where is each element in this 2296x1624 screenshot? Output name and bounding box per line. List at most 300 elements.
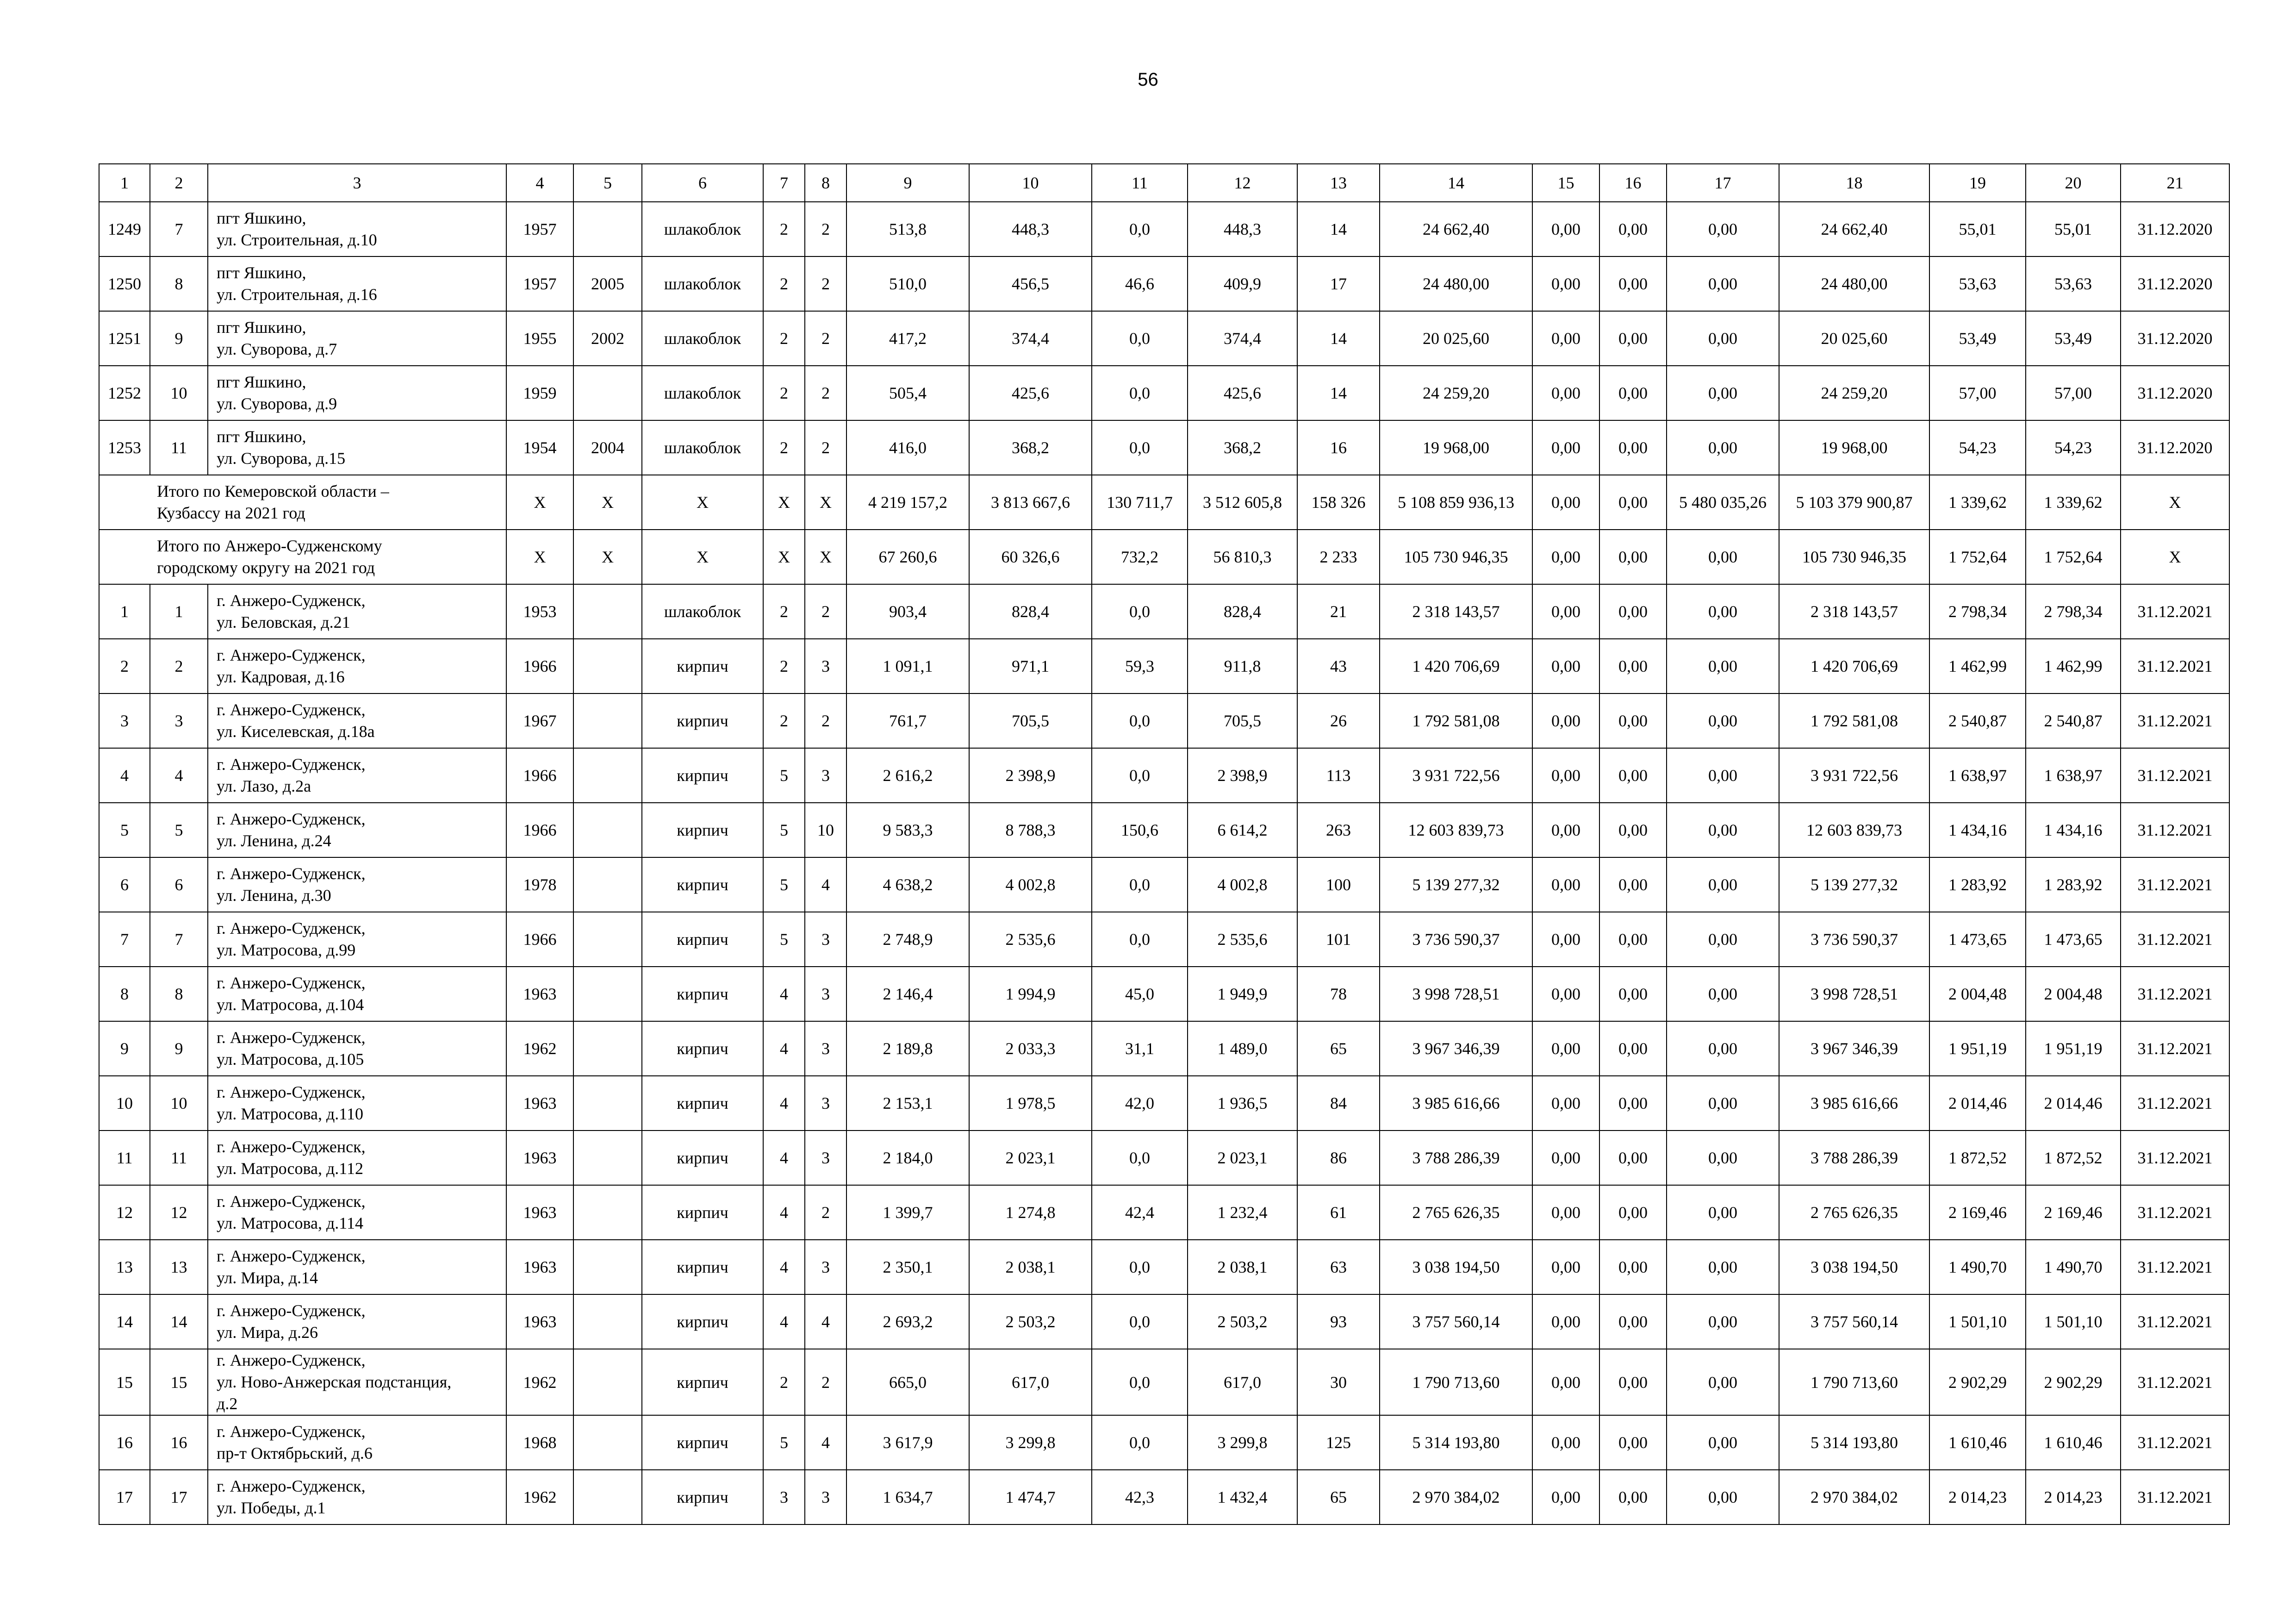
cell-col-16: 0,00 — [1599, 693, 1667, 748]
cell-col-10: 2 398,9 — [969, 748, 1092, 803]
cell-col-9: 2 153,1 — [846, 1076, 969, 1131]
row-number: 11 — [99, 1131, 150, 1185]
cell-col-4: 1963 — [506, 1131, 573, 1185]
cell-col-18: 2 970 384,02 — [1779, 1470, 1929, 1524]
cell-col-18: 3 736 590,37 — [1779, 912, 1929, 967]
row-local-number: 4 — [150, 748, 208, 803]
cell-col-16: 0,00 — [1599, 1076, 1667, 1131]
address-cell — [208, 967, 506, 1021]
address-settlement: пгт Яшкино, — [217, 263, 306, 282]
cell-col-5 — [573, 748, 642, 803]
row-local-number: 10 — [150, 1076, 208, 1131]
address-settlement: пгт Яшкино, — [217, 318, 306, 337]
cell-col-21: 31.12.2020 — [2121, 256, 2229, 311]
cell-col-8: 4 — [805, 1415, 846, 1470]
cell-col-9: 665,0 — [846, 1349, 969, 1415]
cell-col-7: 2 — [763, 256, 805, 311]
cell-col-7: 2 — [763, 366, 805, 420]
cell-col-13: 14 — [1297, 202, 1380, 256]
cell-col-15: 0,00 — [1532, 256, 1599, 311]
column-header-13: 13 — [1297, 164, 1380, 202]
cell-col-4: 1963 — [506, 1185, 573, 1240]
row-local-number: 14 — [150, 1294, 208, 1349]
cell-col-9: 4 638,2 — [846, 857, 969, 912]
cell-col-12: 1 432,4 — [1188, 1470, 1297, 1524]
cell-col-11: 0,0 — [1092, 420, 1188, 475]
cell-col-7: 4 — [763, 1240, 805, 1294]
address-settlement: г. Анжеро-Судженск, — [217, 1083, 366, 1101]
row-number: 1253 — [99, 420, 150, 475]
cell-col-13: 17 — [1297, 256, 1380, 311]
row-local-number: 12 — [150, 1185, 208, 1240]
cell-col-11: 0,0 — [1092, 1415, 1188, 1470]
table-row — [99, 1021, 2229, 1076]
cell-col-21: 31.12.2021 — [2121, 584, 2229, 639]
cell-col-14: 3 757 560,14 — [1380, 1294, 1532, 1349]
address-settlement: пгт Яшкино, — [217, 373, 306, 391]
cell-col-9: 2 146,4 — [846, 967, 969, 1021]
cell-col-14: 3 788 286,39 — [1380, 1131, 1532, 1185]
table-row — [99, 1349, 2229, 1415]
cell-col-9: 9 583,3 — [846, 803, 969, 857]
address-street: ул. Строительная, д.16 — [217, 285, 377, 304]
cell-col-18: 3 757 560,14 — [1779, 1294, 1929, 1349]
cell-col-17: 0,00 — [1667, 1076, 1779, 1131]
cell-col-12: 1 936,5 — [1188, 1076, 1297, 1131]
cell-col-10: 425,6 — [969, 366, 1092, 420]
table-row — [99, 1131, 2229, 1185]
housing-registry-table — [99, 163, 2230, 1525]
cell-col-19: 53,49 — [1929, 311, 2026, 366]
cell-col-6: кирпич — [642, 1294, 763, 1349]
cell-col-5 — [573, 1076, 642, 1131]
cell-col-14: 20 025,60 — [1380, 311, 1532, 366]
cell-col-17: 0,00 — [1667, 202, 1779, 256]
address-cell — [208, 420, 506, 475]
cell-col-21: 31.12.2021 — [2121, 1185, 2229, 1240]
address-cell — [208, 693, 506, 748]
cell-col-4: 1962 — [506, 1349, 573, 1415]
address-cell — [208, 1470, 506, 1524]
table-row — [99, 857, 2229, 912]
cell-col-17: 0,00 — [1667, 803, 1779, 857]
cell-col-9: 1 399,7 — [846, 1185, 969, 1240]
cell-col-13: 43 — [1297, 639, 1380, 693]
cell-col-12: 2 535,6 — [1188, 912, 1297, 967]
cell-col-14: 3 985 616,66 — [1380, 1076, 1532, 1131]
total-cell-col-7: X — [763, 475, 805, 530]
table-row — [99, 967, 2229, 1021]
cell-col-14: 2 765 626,35 — [1380, 1185, 1532, 1240]
cell-col-5: 2004 — [573, 420, 642, 475]
column-header-8: 8 — [805, 164, 846, 202]
total-label-line: Кузбассу на 2021 год — [157, 504, 305, 522]
cell-col-19: 57,00 — [1929, 366, 2026, 420]
row-number: 8 — [99, 967, 150, 1021]
cell-col-10: 1 994,9 — [969, 967, 1092, 1021]
page-number: 56 — [1138, 69, 1158, 90]
cell-col-19: 53,63 — [1929, 256, 2026, 311]
cell-col-11: 0,0 — [1092, 1349, 1188, 1415]
address-street: ул. Матросова, д.110 — [217, 1105, 363, 1123]
cell-col-5 — [573, 967, 642, 1021]
cell-col-6: кирпич — [642, 857, 763, 912]
cell-col-5 — [573, 1021, 642, 1076]
cell-col-12: 4 002,8 — [1188, 857, 1297, 912]
address-street: пр-т Октябрьский, д.6 — [217, 1444, 373, 1462]
address-building: д.2 — [217, 1394, 238, 1413]
cell-col-10: 456,5 — [969, 256, 1092, 311]
cell-col-17: 0,00 — [1667, 1349, 1779, 1415]
cell-col-19: 1 462,99 — [1929, 639, 2026, 693]
total-cell-col-8: X — [805, 530, 846, 584]
cell-col-21: 31.12.2021 — [2121, 1076, 2229, 1131]
table-row — [99, 748, 2229, 803]
cell-col-5 — [573, 1131, 642, 1185]
row-number: 10 — [99, 1076, 150, 1131]
cell-col-15: 0,00 — [1532, 857, 1599, 912]
cell-col-11: 0,0 — [1092, 311, 1188, 366]
cell-col-15: 0,00 — [1532, 1185, 1599, 1240]
column-header-14: 14 — [1380, 164, 1532, 202]
cell-col-8: 2 — [805, 420, 846, 475]
cell-col-6: шлакоблок — [642, 420, 763, 475]
address-settlement: г. Анжеро-Судженск, — [217, 1137, 366, 1156]
row-number: 1249 — [99, 202, 150, 256]
total-cell-col-16: 0,00 — [1599, 530, 1667, 584]
total-cell-col-14: 5 108 859 936,13 — [1380, 475, 1532, 530]
cell-col-20: 1 473,65 — [2026, 912, 2121, 967]
cell-col-20: 53,49 — [2026, 311, 2121, 366]
cell-col-10: 374,4 — [969, 311, 1092, 366]
row-local-number: 16 — [150, 1415, 208, 1470]
cell-col-18: 3 985 616,66 — [1779, 1076, 1929, 1131]
cell-col-18: 24 662,40 — [1779, 202, 1929, 256]
row-local-number: 5 — [150, 803, 208, 857]
cell-col-21: 31.12.2021 — [2121, 1349, 2229, 1415]
total-cell-col-10: 60 326,6 — [969, 530, 1092, 584]
row-local-number: 2 — [150, 639, 208, 693]
cell-col-4: 1963 — [506, 1076, 573, 1131]
cell-col-9: 761,7 — [846, 693, 969, 748]
cell-col-17: 0,00 — [1667, 1240, 1779, 1294]
address-cell — [208, 311, 506, 366]
column-header-4: 4 — [506, 164, 573, 202]
total-cell-col-6: X — [642, 475, 763, 530]
cell-col-15: 0,00 — [1532, 1415, 1599, 1470]
cell-col-21: 31.12.2021 — [2121, 639, 2229, 693]
cell-col-13: 113 — [1297, 748, 1380, 803]
column-header-9: 9 — [846, 164, 969, 202]
cell-col-13: 93 — [1297, 1294, 1380, 1349]
cell-col-20: 2 014,23 — [2026, 1470, 2121, 1524]
cell-col-6: шлакоблок — [642, 584, 763, 639]
cell-col-14: 19 968,00 — [1380, 420, 1532, 475]
row-local-number: 6 — [150, 857, 208, 912]
cell-col-5 — [573, 639, 642, 693]
address-settlement: г. Анжеро-Судженск, — [217, 1247, 366, 1265]
total-label-line: Итого по Анжеро-Судженскому — [157, 537, 382, 555]
cell-col-14: 3 038 194,50 — [1380, 1240, 1532, 1294]
cell-col-13: 84 — [1297, 1076, 1380, 1131]
cell-col-10: 1 978,5 — [969, 1076, 1092, 1131]
cell-col-21: 31.12.2021 — [2121, 1240, 2229, 1294]
address-street: ул. Мира, д.26 — [217, 1323, 318, 1342]
cell-col-19: 55,01 — [1929, 202, 2026, 256]
cell-col-12: 409,9 — [1188, 256, 1297, 311]
column-header-20: 20 — [2026, 164, 2121, 202]
address-settlement: г. Анжеро-Судженск, — [217, 974, 366, 992]
cell-col-18: 24 480,00 — [1779, 256, 1929, 311]
cell-col-20: 2 902,29 — [2026, 1349, 2121, 1415]
cell-col-9: 903,4 — [846, 584, 969, 639]
cell-col-17: 0,00 — [1667, 366, 1779, 420]
address-settlement: г. Анжеро-Судженск, — [217, 810, 366, 828]
cell-col-5 — [573, 912, 642, 967]
total-cell-col-15: 0,00 — [1532, 530, 1599, 584]
total-cell-col-12: 3 512 605,8 — [1188, 475, 1297, 530]
cell-col-19: 1 490,70 — [1929, 1240, 2026, 1294]
row-local-number: 9 — [150, 1021, 208, 1076]
cell-col-11: 0,0 — [1092, 202, 1188, 256]
row-local-number: 11 — [150, 420, 208, 475]
address-cell — [208, 1076, 506, 1131]
address-settlement: г. Анжеро-Судженск, — [217, 1192, 366, 1211]
cell-col-20: 53,63 — [2026, 256, 2121, 311]
column-header-10: 10 — [969, 164, 1092, 202]
cell-col-11: 45,0 — [1092, 967, 1188, 1021]
row-local-number: 9 — [150, 311, 208, 366]
cell-col-7: 2 — [763, 1349, 805, 1415]
cell-col-13: 100 — [1297, 857, 1380, 912]
column-header-19: 19 — [1929, 164, 2026, 202]
cell-col-21: 31.12.2021 — [2121, 857, 2229, 912]
total-row — [99, 530, 2229, 584]
total-cell-col-18: 105 730 946,35 — [1779, 530, 1929, 584]
table-row — [99, 693, 2229, 748]
cell-col-13: 101 — [1297, 912, 1380, 967]
cell-col-21: 31.12.2021 — [2121, 1021, 2229, 1076]
table-row — [99, 202, 2229, 256]
cell-col-10: 2 033,3 — [969, 1021, 1092, 1076]
cell-col-8: 2 — [805, 256, 846, 311]
cell-col-4: 1955 — [506, 311, 573, 366]
cell-col-8: 3 — [805, 1131, 846, 1185]
cell-col-20: 57,00 — [2026, 366, 2121, 420]
cell-col-5 — [573, 857, 642, 912]
table-row — [99, 1076, 2229, 1131]
cell-col-18: 1 420 706,69 — [1779, 639, 1929, 693]
cell-col-20: 1 951,19 — [2026, 1021, 2121, 1076]
cell-col-15: 0,00 — [1532, 311, 1599, 366]
total-cell-col-20: 1 752,64 — [2026, 530, 2121, 584]
cell-col-21: 31.12.2021 — [2121, 748, 2229, 803]
cell-col-5 — [573, 1470, 642, 1524]
cell-col-7: 4 — [763, 1131, 805, 1185]
cell-col-7: 2 — [763, 202, 805, 256]
table-row — [99, 311, 2229, 366]
cell-col-4: 1953 — [506, 584, 573, 639]
cell-col-19: 2 540,87 — [1929, 693, 2026, 748]
cell-col-14: 1 792 581,08 — [1380, 693, 1532, 748]
cell-col-11: 0,0 — [1092, 857, 1188, 912]
cell-col-9: 1 634,7 — [846, 1470, 969, 1524]
cell-col-12: 2 503,2 — [1188, 1294, 1297, 1349]
cell-col-19: 2 014,46 — [1929, 1076, 2026, 1131]
cell-col-19: 1 638,97 — [1929, 748, 2026, 803]
total-label — [99, 530, 506, 584]
cell-col-13: 14 — [1297, 311, 1380, 366]
cell-col-15: 0,00 — [1532, 912, 1599, 967]
cell-col-17: 0,00 — [1667, 1131, 1779, 1185]
address-cell — [208, 912, 506, 967]
total-label — [99, 475, 506, 530]
cell-col-7: 5 — [763, 803, 805, 857]
cell-col-15: 0,00 — [1532, 748, 1599, 803]
address-cell — [208, 1294, 506, 1349]
cell-col-5 — [573, 693, 642, 748]
row-number: 15 — [99, 1349, 150, 1415]
cell-col-16: 0,00 — [1599, 311, 1667, 366]
cell-col-16: 0,00 — [1599, 639, 1667, 693]
cell-col-13: 125 — [1297, 1415, 1380, 1470]
cell-col-14: 3 967 346,39 — [1380, 1021, 1532, 1076]
cell-col-12: 2 038,1 — [1188, 1240, 1297, 1294]
cell-col-10: 448,3 — [969, 202, 1092, 256]
table-row — [99, 584, 2229, 639]
cell-col-9: 3 617,9 — [846, 1415, 969, 1470]
cell-col-19: 1 872,52 — [1929, 1131, 2026, 1185]
row-number: 1252 — [99, 366, 150, 420]
cell-col-15: 0,00 — [1532, 1470, 1599, 1524]
cell-col-16: 0,00 — [1599, 1470, 1667, 1524]
cell-col-6: кирпич — [642, 803, 763, 857]
cell-col-11: 0,0 — [1092, 1294, 1188, 1349]
cell-col-12: 6 614,2 — [1188, 803, 1297, 857]
row-number: 9 — [99, 1021, 150, 1076]
cell-col-4: 1968 — [506, 1415, 573, 1470]
row-number: 1 — [99, 584, 150, 639]
column-header-1: 1 — [99, 164, 150, 202]
cell-col-7: 5 — [763, 748, 805, 803]
cell-col-5: 2005 — [573, 256, 642, 311]
row-number: 7 — [99, 912, 150, 967]
cell-col-13: 65 — [1297, 1021, 1380, 1076]
address-settlement: г. Анжеро-Судженск, — [217, 1028, 366, 1047]
cell-col-10: 2 535,6 — [969, 912, 1092, 967]
cell-col-8: 3 — [805, 1076, 846, 1131]
cell-col-16: 0,00 — [1599, 748, 1667, 803]
cell-col-11: 0,0 — [1092, 366, 1188, 420]
cell-col-7: 2 — [763, 420, 805, 475]
address-street: ул. Суворова, д.9 — [217, 394, 337, 413]
cell-col-7: 3 — [763, 1470, 805, 1524]
cell-col-9: 513,8 — [846, 202, 969, 256]
column-header-16: 16 — [1599, 164, 1667, 202]
cell-col-16: 0,00 — [1599, 912, 1667, 967]
cell-col-19: 2 014,23 — [1929, 1470, 2026, 1524]
total-cell-col-7: X — [763, 530, 805, 584]
cell-col-17: 0,00 — [1667, 1021, 1779, 1076]
cell-col-18: 3 967 346,39 — [1779, 1021, 1929, 1076]
cell-col-13: 26 — [1297, 693, 1380, 748]
cell-col-7: 4 — [763, 1294, 805, 1349]
cell-col-21: 31.12.2020 — [2121, 202, 2229, 256]
cell-col-4: 1957 — [506, 256, 573, 311]
cell-col-12: 1 489,0 — [1188, 1021, 1297, 1076]
cell-col-14: 12 603 839,73 — [1380, 803, 1532, 857]
cell-col-16: 0,00 — [1599, 420, 1667, 475]
cell-col-18: 24 259,20 — [1779, 366, 1929, 420]
table-header — [99, 164, 2229, 202]
cell-col-15: 0,00 — [1532, 1294, 1599, 1349]
cell-col-18: 2 765 626,35 — [1779, 1185, 1929, 1240]
cell-col-15: 0,00 — [1532, 584, 1599, 639]
cell-col-13: 14 — [1297, 366, 1380, 420]
cell-col-6: кирпич — [642, 639, 763, 693]
column-header-11: 11 — [1092, 164, 1188, 202]
table-row — [99, 1470, 2229, 1524]
total-label-line: Итого по Кемеровской области – — [157, 482, 389, 500]
cell-col-17: 0,00 — [1667, 1415, 1779, 1470]
cell-col-17: 0,00 — [1667, 857, 1779, 912]
cell-col-4: 1962 — [506, 1021, 573, 1076]
total-cell-col-17: 0,00 — [1667, 530, 1779, 584]
cell-col-5 — [573, 366, 642, 420]
cell-col-10: 705,5 — [969, 693, 1092, 748]
cell-col-11: 0,0 — [1092, 1240, 1188, 1294]
cell-col-6: кирпич — [642, 1131, 763, 1185]
address-cell — [208, 803, 506, 857]
cell-col-18: 5 314 193,80 — [1779, 1415, 1929, 1470]
row-local-number: 15 — [150, 1349, 208, 1415]
cell-col-7: 2 — [763, 584, 805, 639]
cell-col-12: 374,4 — [1188, 311, 1297, 366]
cell-col-17: 0,00 — [1667, 256, 1779, 311]
cell-col-6: кирпич — [642, 1185, 763, 1240]
cell-col-10: 3 299,8 — [969, 1415, 1092, 1470]
cell-col-15: 0,00 — [1532, 420, 1599, 475]
cell-col-6: кирпич — [642, 1415, 763, 1470]
row-number: 5 — [99, 803, 150, 857]
address-settlement: г. Анжеро-Судженск, — [217, 755, 366, 774]
cell-col-10: 971,1 — [969, 639, 1092, 693]
cell-col-13: 30 — [1297, 1349, 1380, 1415]
cell-col-12: 828,4 — [1188, 584, 1297, 639]
cell-col-12: 2 023,1 — [1188, 1131, 1297, 1185]
cell-col-6: кирпич — [642, 912, 763, 967]
address-street: ул. Строительная, д.10 — [217, 231, 377, 249]
cell-col-7: 2 — [763, 693, 805, 748]
cell-col-17: 0,00 — [1667, 639, 1779, 693]
cell-col-16: 0,00 — [1599, 1131, 1667, 1185]
cell-col-19: 2 902,29 — [1929, 1349, 2026, 1415]
cell-col-8: 3 — [805, 1470, 846, 1524]
address-cell — [208, 1415, 506, 1470]
cell-col-21: 31.12.2020 — [2121, 311, 2229, 366]
address-cell — [208, 584, 506, 639]
cell-col-5 — [573, 1415, 642, 1470]
address-street: ул. Матросова, д.112 — [217, 1159, 363, 1178]
row-number: 1251 — [99, 311, 150, 366]
cell-col-10: 8 788,3 — [969, 803, 1092, 857]
cell-col-16: 0,00 — [1599, 202, 1667, 256]
cell-col-8: 3 — [805, 967, 846, 1021]
total-cell-col-15: 0,00 — [1532, 475, 1599, 530]
cell-col-17: 0,00 — [1667, 420, 1779, 475]
cell-col-15: 0,00 — [1532, 639, 1599, 693]
cell-col-5 — [573, 1240, 642, 1294]
